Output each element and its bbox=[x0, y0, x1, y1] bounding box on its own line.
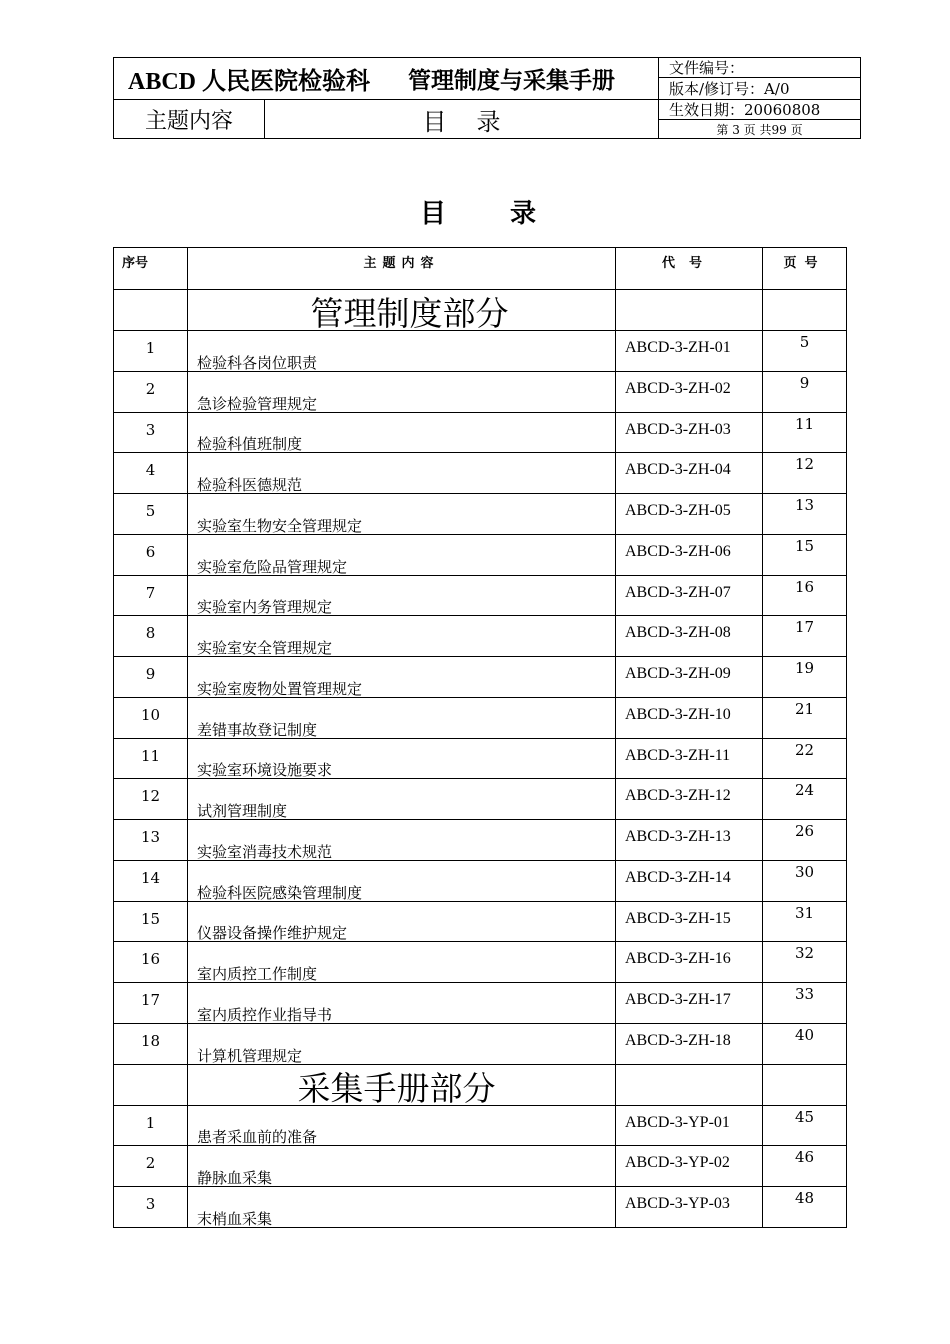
item-no: 11 bbox=[114, 738, 188, 779]
item-topic: 实验室环境设施要求 bbox=[188, 738, 616, 779]
section-title-cell bbox=[188, 290, 616, 331]
item-no: 16 bbox=[114, 942, 188, 983]
item-page: 31 bbox=[763, 901, 847, 942]
table-row bbox=[114, 942, 847, 983]
item-no: 2 bbox=[114, 1146, 188, 1187]
document-header bbox=[113, 57, 861, 139]
item-code: ABCD-3-YP-03 bbox=[616, 1187, 763, 1228]
item-no: 1 bbox=[114, 331, 188, 372]
header-org-cell bbox=[114, 58, 659, 100]
item-code: ABCD-3-ZH-15 bbox=[616, 901, 763, 942]
table-row bbox=[114, 1023, 847, 1064]
table-row bbox=[114, 860, 847, 901]
col-header-code: 代号 bbox=[616, 248, 763, 290]
item-no: 1 bbox=[114, 1105, 188, 1146]
item-no: 12 bbox=[114, 779, 188, 820]
item-code: ABCD-3-YP-02 bbox=[616, 1146, 763, 1187]
item-code: ABCD-3-ZH-10 bbox=[616, 697, 763, 738]
item-no: 15 bbox=[114, 901, 188, 942]
item-topic: 检验科医院感染管理制度 bbox=[188, 860, 616, 901]
item-topic: 急诊检验管理规定 bbox=[188, 371, 616, 412]
item-page: 26 bbox=[763, 820, 847, 861]
item-page: 40 bbox=[763, 1023, 847, 1064]
item-page: 16 bbox=[763, 575, 847, 616]
section-code-cell bbox=[616, 290, 763, 331]
item-topic: 室内质控工作制度 bbox=[188, 942, 616, 983]
item-code: ABCD-3-ZH-18 bbox=[616, 1023, 763, 1064]
item-no: 17 bbox=[114, 983, 188, 1024]
item-code: ABCD-3-ZH-02 bbox=[616, 371, 763, 412]
item-no: 6 bbox=[114, 534, 188, 575]
item-page: 5 bbox=[763, 331, 847, 372]
header-subject-label: 主题内容 bbox=[114, 100, 265, 138]
page-title: 目录 bbox=[419, 199, 600, 229]
item-code: ABCD-3-ZH-04 bbox=[616, 453, 763, 494]
section-title: 采集手册部分 bbox=[297, 1068, 496, 1108]
item-topic: 实验室消毒技术规范 bbox=[188, 820, 616, 861]
table-row bbox=[114, 1187, 847, 1228]
table-row bbox=[114, 1105, 847, 1146]
item-topic: 患者采血前的准备 bbox=[188, 1105, 616, 1146]
item-page: 21 bbox=[763, 697, 847, 738]
item-no: 18 bbox=[114, 1023, 188, 1064]
item-topic: 计算机管理规定 bbox=[188, 1023, 616, 1064]
item-no: 4 bbox=[114, 453, 188, 494]
table-row bbox=[114, 331, 847, 372]
item-no: 8 bbox=[114, 616, 188, 657]
item-code: ABCD-3-YP-01 bbox=[616, 1105, 763, 1146]
col-header-page: 页号 bbox=[763, 248, 847, 290]
table-row bbox=[114, 616, 847, 657]
section-no-cell bbox=[114, 1064, 188, 1105]
table-row bbox=[114, 657, 847, 698]
item-page: 30 bbox=[763, 860, 847, 901]
item-code: ABCD-3-ZH-09 bbox=[616, 657, 763, 698]
section-page-cell bbox=[763, 1064, 847, 1105]
item-page: 33 bbox=[763, 983, 847, 1024]
section-no-cell bbox=[114, 290, 188, 331]
section-code-cell bbox=[616, 1064, 763, 1105]
item-topic: 检验科医德规范 bbox=[188, 453, 616, 494]
item-code: ABCD-3-ZH-07 bbox=[616, 575, 763, 616]
item-no: 7 bbox=[114, 575, 188, 616]
item-page: 45 bbox=[763, 1105, 847, 1146]
item-topic: 仪器设备操作维护规定 bbox=[188, 901, 616, 942]
item-topic: 检验科各岗位职责 bbox=[188, 331, 616, 372]
table-row bbox=[114, 371, 847, 412]
header-effective-date: 生效日期：20060808 bbox=[659, 100, 860, 120]
table-row bbox=[114, 453, 847, 494]
table-row bbox=[114, 697, 847, 738]
table-row bbox=[114, 901, 847, 942]
item-topic: 室内质控作业指导书 bbox=[188, 983, 616, 1024]
table-row bbox=[114, 575, 847, 616]
item-topic: 实验室生物安全管理规定 bbox=[188, 494, 616, 535]
item-page: 15 bbox=[763, 534, 847, 575]
item-page: 24 bbox=[763, 779, 847, 820]
item-topic: 实验室内务管理规定 bbox=[188, 575, 616, 616]
table-row bbox=[114, 983, 847, 1024]
item-no: 3 bbox=[114, 1187, 188, 1228]
item-no: 13 bbox=[114, 820, 188, 861]
item-page: 32 bbox=[763, 942, 847, 983]
header-version: 版本/修订号：A/0 bbox=[659, 78, 860, 100]
item-topic: 实验室危险品管理规定 bbox=[188, 534, 616, 575]
item-page: 17 bbox=[763, 616, 847, 657]
col-header-topic: 主题内容 bbox=[188, 248, 616, 290]
item-topic: 末梢血采集 bbox=[188, 1187, 616, 1228]
item-page: 22 bbox=[763, 738, 847, 779]
item-code: ABCD-3-ZH-16 bbox=[616, 942, 763, 983]
item-topic: 实验室安全管理规定 bbox=[188, 616, 616, 657]
item-page: 46 bbox=[763, 1146, 847, 1187]
item-page: 12 bbox=[763, 453, 847, 494]
item-code: ABCD-3-ZH-03 bbox=[616, 412, 763, 453]
item-code: ABCD-3-ZH-06 bbox=[616, 534, 763, 575]
item-code: ABCD-3-ZH-08 bbox=[616, 616, 763, 657]
section-title-cell bbox=[188, 1064, 616, 1108]
toc-header-row bbox=[114, 248, 847, 290]
section-row bbox=[114, 1064, 847, 1105]
item-page: 11 bbox=[763, 412, 847, 453]
item-page: 13 bbox=[763, 494, 847, 535]
table-row bbox=[114, 738, 847, 779]
item-page: 19 bbox=[763, 657, 847, 698]
item-topic: 差错事故登记制度 bbox=[188, 697, 616, 738]
item-no: 3 bbox=[114, 412, 188, 453]
item-code: ABCD-3-ZH-01 bbox=[616, 331, 763, 372]
item-code: ABCD-3-ZH-11 bbox=[616, 738, 763, 779]
header-org: ABCD 人民医院检验科 bbox=[128, 69, 371, 95]
col-header-no: 序号 bbox=[114, 248, 188, 290]
header-title: 目录 bbox=[265, 100, 659, 138]
toc-table bbox=[113, 247, 847, 1228]
item-page: 9 bbox=[763, 371, 847, 412]
item-no: 9 bbox=[114, 657, 188, 698]
item-topic: 检验科值班制度 bbox=[188, 412, 616, 453]
item-code: ABCD-3-ZH-13 bbox=[616, 820, 763, 861]
item-topic: 实验室废物处置管理规定 bbox=[188, 657, 616, 698]
item-no: 5 bbox=[114, 494, 188, 535]
table-row bbox=[114, 779, 847, 820]
item-no: 10 bbox=[114, 697, 188, 738]
table-row bbox=[114, 534, 847, 575]
section-page-cell bbox=[763, 290, 847, 331]
header-file-no: 文件编号： bbox=[659, 58, 860, 78]
item-no: 2 bbox=[114, 371, 188, 412]
section-title: 管理制度部分 bbox=[310, 294, 509, 333]
item-no: 14 bbox=[114, 860, 188, 901]
header-page-info: 第 3 页 共99 页 bbox=[716, 122, 803, 137]
table-row bbox=[114, 1146, 847, 1187]
table-row bbox=[114, 820, 847, 861]
section-row bbox=[114, 290, 847, 331]
item-code: ABCD-3-ZH-17 bbox=[616, 983, 763, 1024]
item-code: ABCD-3-ZH-14 bbox=[616, 860, 763, 901]
item-page: 48 bbox=[763, 1187, 847, 1228]
toc-body bbox=[114, 248, 847, 1228]
item-code: ABCD-3-ZH-12 bbox=[616, 779, 763, 820]
item-code: ABCD-3-ZH-05 bbox=[616, 494, 763, 535]
table-row bbox=[114, 412, 847, 453]
table-row bbox=[114, 494, 847, 535]
item-topic: 试剂管理制度 bbox=[188, 779, 616, 820]
header-manual-title: 管理制度与采集手册 bbox=[408, 67, 616, 94]
item-topic: 静脉血采集 bbox=[188, 1146, 616, 1187]
